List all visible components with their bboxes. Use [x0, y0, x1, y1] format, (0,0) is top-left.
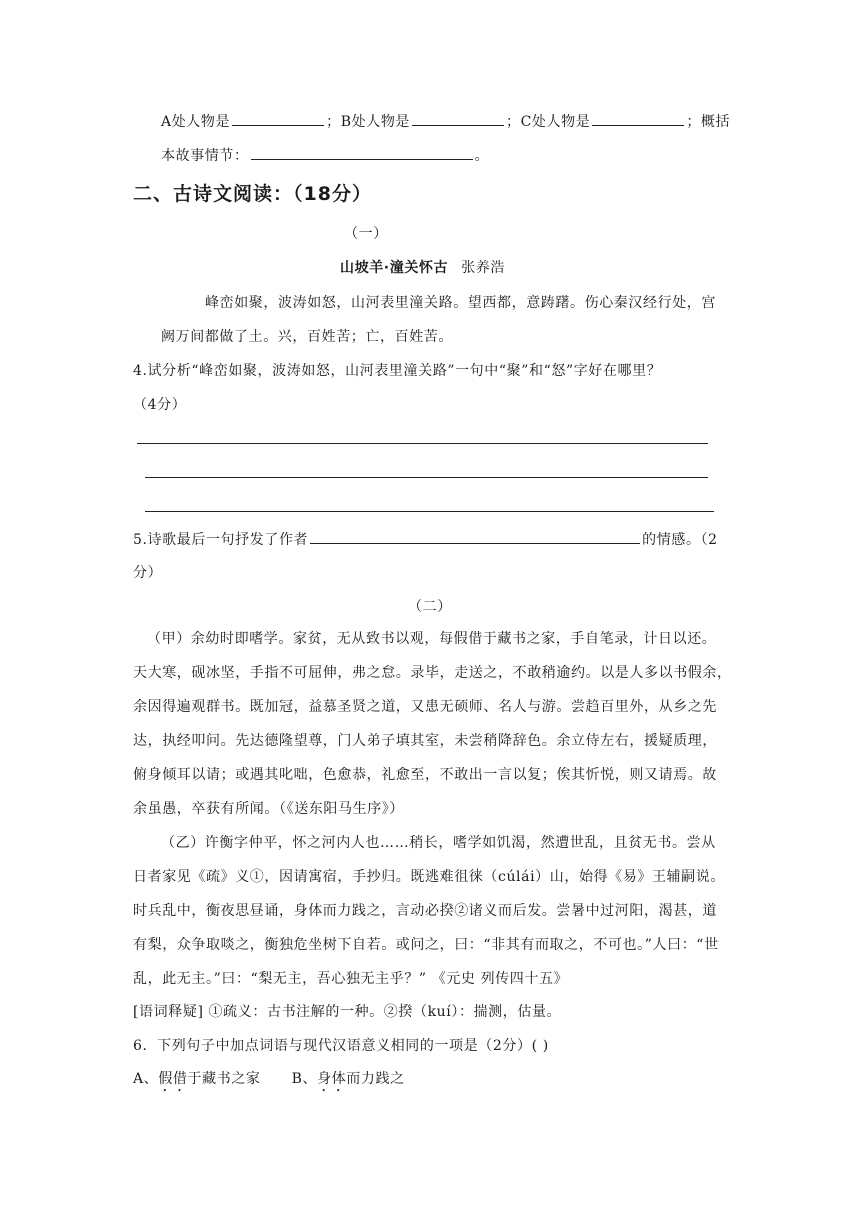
q3-c-blank[interactable] [592, 111, 684, 126]
q3-b-blank[interactable] [412, 111, 504, 126]
q5-suffix: 的情感。（2 [642, 532, 718, 548]
passage-yi-line: 时兵乱中，衡夜思昼诵，身体而力践之，言动必揆②诸义而后发。尝暑中过河阳，渴甚，道 [133, 903, 717, 919]
q6-option-b-rest: 而力践之 [346, 1071, 405, 1087]
q3-summary-label: 本故事情节： [161, 148, 249, 164]
passage-yi-line: 乱，此无主。”曰：“梨无主，吾心独无主乎？” 《元史 列传四十五》 [133, 971, 569, 987]
passage-jia-line: 俯身倾耳以请；或遇其叱咄，色愈恭，礼愈至，不敢出一言以复；俟其忻悦，则又请焉。故 [133, 767, 717, 783]
q3-line1 [161, 111, 730, 132]
q5-line-1 [133, 529, 718, 550]
q6-options [133, 1069, 405, 1095]
q4-answer-line-1[interactable] [137, 443, 708, 444]
passage-yi-line: （乙）许衡字仲平，怀之河内人也……稍长，嗜学如饥渴，然遭世乱，且贫无书。尝从 [161, 835, 716, 851]
poem-line-2: 阙万间都做了土。兴，百姓苦；亡，百姓苦。 [161, 329, 453, 345]
q6-question: 6．下列句子中加点词语与现代汉语意义相同的一项是（2分）( ) [133, 1038, 549, 1054]
q4-answer-line-2[interactable] [145, 477, 708, 478]
poem-heading [340, 258, 505, 278]
q6-option-a-dotted: 假借 [158, 1071, 188, 1087]
passage-jia-line: 天大寒，砚冰坚，手指不可屈伸，弗之怠。录毕，走送之，不敢稍逾约。以是人多以书假余， [133, 665, 732, 681]
poem-title: 山坡羊·潼关怀古 [340, 260, 449, 276]
q6-option-a-rest: 于藏书之家 [187, 1071, 261, 1087]
passage-jia-line: （甲）余幼时即嗜学。家贫，无从致书以观，每假借于藏书之家，手自笔录，计日以还。 [147, 631, 717, 647]
q6-option-a-prefix: A、 [133, 1071, 159, 1087]
q6-option-b-prefix: B、 [291, 1071, 318, 1087]
q3-summary-end: 。 [474, 148, 490, 164]
q4-line-2: （4分） [133, 397, 187, 413]
q3-end-label: ；概括 [686, 114, 731, 130]
q6-option-b[interactable] [292, 1071, 405, 1087]
q3-a-blank[interactable] [232, 111, 324, 126]
q3-line2 [161, 145, 489, 166]
q3-b-label: ；B处人物是 [326, 114, 411, 130]
passage-yi-line: 有梨，众争取啖之，衡独危坐树下自若。或问之，曰：“非其有而取之，不可也。”人曰：“世 [133, 937, 719, 953]
poem-line-1: 峰峦如聚，波涛如怒，山河表里潼关路。望西都，意踌躇。伤心秦汉经行处，宫 [205, 295, 716, 311]
q5-line-2: 分） [133, 565, 163, 581]
passage-yi-line: 日者家见《疏》义①，因请寓宿，手抄归。既逃难徂徕（cúlái）山，始得《易》王辅嗣说。 [133, 869, 725, 885]
part1-label: （一） [344, 226, 388, 242]
q6-option-a[interactable] [133, 1071, 261, 1087]
q4-answer-line-3[interactable] [145, 511, 714, 512]
vocab-note: [语词释疑] ①疏义：古书注解的一种。②揆（kuí）：揣测，估量。 [133, 1004, 562, 1020]
passage-jia-line: 余虽愚，卒获有所闻。（《送东阳马生序》） [133, 801, 404, 817]
section-heading: 二、古诗文阅读：（18分） [133, 183, 372, 205]
q3-a-label: A处人物是 [161, 114, 231, 130]
q5-prefix: 5.诗歌最后一句抒发了作者 [133, 532, 309, 548]
q3-c-label: ；C处人物是 [506, 114, 591, 130]
q3-summary-blank[interactable] [251, 145, 473, 160]
part2-label: （二） [408, 599, 452, 615]
passage-jia-line: 余因得遍观群书。既加冠，益慕圣贤之道，又患无硕师、名人与游。尝趋百里外，从乡之先 [133, 699, 717, 715]
q5-blank[interactable] [310, 529, 640, 544]
q4-line-1: 4.试分析“峰峦如聚，波涛如怒，山河表里潼关路”一句中“聚”和“怒”字好在哪里？ [133, 363, 662, 379]
passage-jia-line: 达，执经叩问。先达德隆望尊，门人弟子填其室，未尝稍降辞色。余立侍左右，援疑质理， [133, 733, 717, 749]
poem-author: 张养浩 [461, 260, 505, 276]
q6-option-b-dotted: 身体 [317, 1071, 347, 1087]
